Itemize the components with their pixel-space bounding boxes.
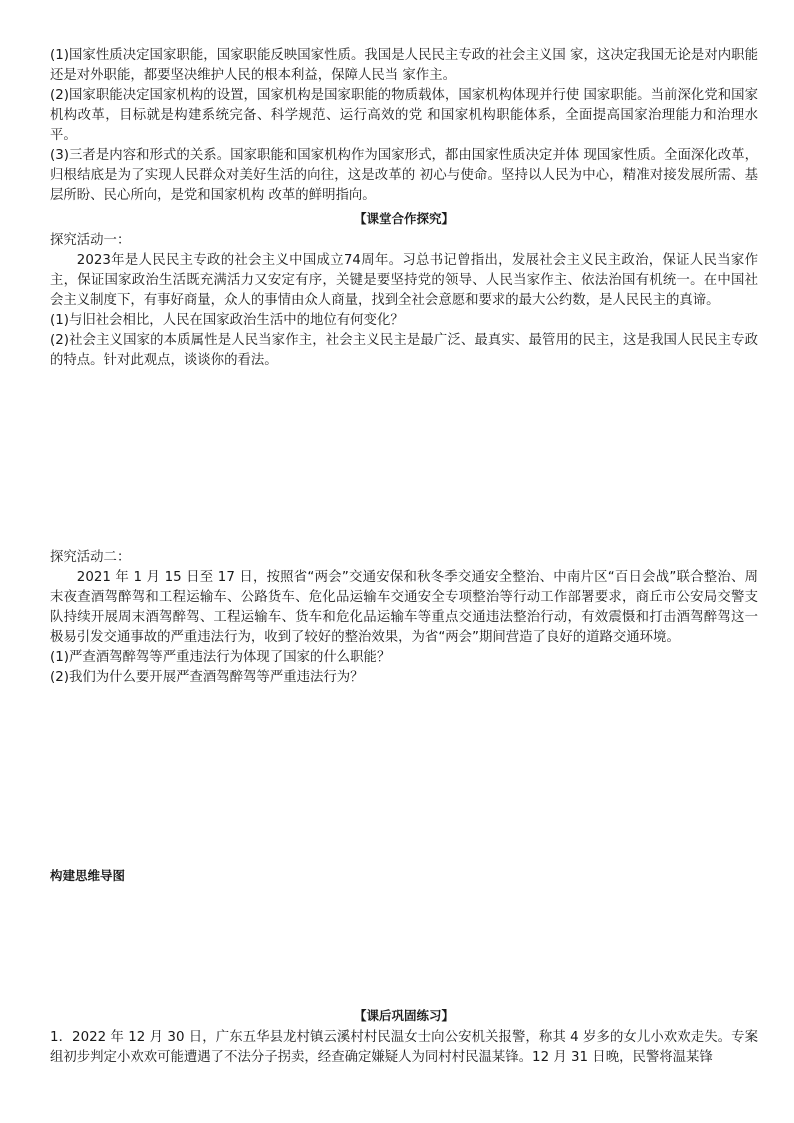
activity2-question-2: (2)我们为什么要开展严查酒驾醉驾等严重违法行为？ [50,670,364,685]
activity1-text: 2023年是人民民主专政的社会主义中国成立74周年。习总书记曾指出，发展社会主义民主政治，保证人民当家作主，保证国家政治生活既充满活力又安定有序，关键是要坚持党的领导、人民当家作主、依法治国有机统一。在中国社会主义制度下，有事好商量，众人的事情由众人商量，找到全社会意愿和要求的最大公约数，是人民民主的真谛。 [50,253,758,308]
intro-section [50,46,758,371]
homework-question-1: 1．2022 年 12 月 30 日，广东五华县龙村镇云溪村村民温女士向公安机关报警，称其 4 岁多的女儿小欢欢走失。专案组初步判定小欢欢可能遭遇了不法分子拐卖，经查确定嫌疑人为同村村民温某锋。12 月 31 日晚，民警将温某锋 [50,1030,758,1065]
activity1-label: 探究活动一： [50,233,131,248]
activity2-question-1: (1)严查酒驾醉驾等严重违法行为体现了国家的什么职能？ [50,650,391,665]
activity2-section [50,548,758,688]
intro-paragraph-1: (1)国家性质决定国家职能，国家职能反映国家性质。我国是人民民主专政的社会主义国 家，这决定我国无论是对内职能还是对外职能，都要坚决维护人民的根本利益，保障人民当 家作主。 [50,48,758,83]
intro-paragraph-3: (3)三者是内容和形式的关系。国家职能和国家机构作为国家形式，都由国家性质决定并体 现国家性质。全面深化改革，归根结底是为了实现人民群众对美好生活的向往，这是改革的 初心与使命。坚持以人民为中心，精准对接发展所需、基层所盼、民心所向，是党和国家机构 改革的鲜明指向。 [50,148,758,203]
mindmap-label: 构建思维导图 [50,868,126,883]
homework-section [50,1003,758,1068]
class-section-title: 【课堂合作探究】 [353,211,454,226]
activity1-question-1: (1)与旧社会相比，人民在国家政治生活中的地位有何变化？ [50,313,404,328]
activity1-question-2: (2)社会主义国家的本质属性是人民当家作主，社会主义民主是最广泛、最真实、最管用的民主，这是我国人民民主专政的特点。针对此观点，谈谈你的看法。 [50,333,758,368]
intro-paragraph-2: (2)国家职能决定国家机构的设置，国家机构是国家职能的物质载体，国家机构体现并行使 国家职能。当前深化党和国家机构改革，目标就是构建系统完备、科学规范、运行高效的党 和国家机构职能体系，全面提高国家治理能力和治理水平。 [50,88,758,143]
homework-title: 【课后巩固练习】 [353,1008,454,1023]
activity2-text: 2021 年 1 月 15 日至 17 日，按照省“两会”交通安保和秋冬季交通安全整治、中南片区“百日会战”联合整治、周末夜查酒驾醉驾和工程运输车、公路货车、危化品运输车交通安全专项整治等行动工作部署要求，商丘市公安局交警支队持续开展周末酒驾醉驾、工程运输车、货车和危化品运输车等重点交通违法整治行动，有效震慑和打击酒驾醉驾这一极易引发交通事故的严重违法行为，收到了较好的整治效果，为省“两会”期间营造了良好的道路交通环境。 [50,570,758,645]
mindmap-section [50,866,758,886]
activity2-label: 探究活动二： [50,550,131,565]
